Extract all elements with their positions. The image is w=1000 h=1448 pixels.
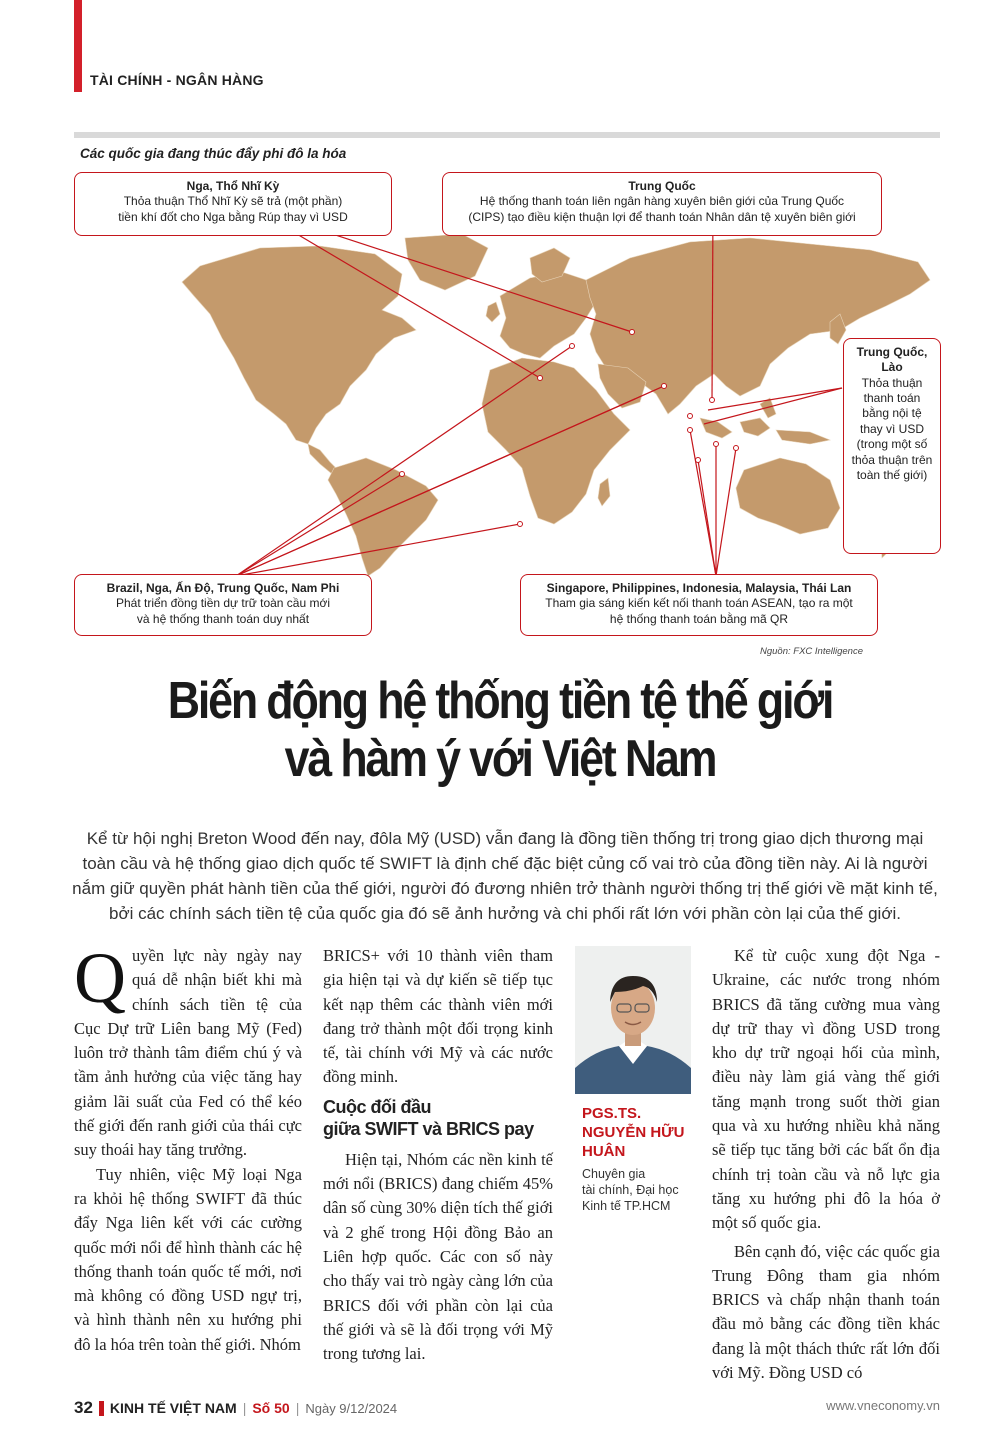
callout-china-laos xyxy=(843,338,941,554)
marker-india xyxy=(662,384,667,389)
map-source: Nguồn: FXC Intelligence xyxy=(760,646,863,657)
callout-text: (CIPS) tạo điều kiện thuận lợi để thanh toán Nhân dân tệ xuyên biên giới xyxy=(468,209,856,224)
expert-name-line-1: NGUYỄN HỮU xyxy=(582,1124,685,1141)
marker-turkey xyxy=(538,376,543,381)
section-label: TÀI CHÍNH - NGÂN HÀNG xyxy=(90,72,264,88)
expert-photo xyxy=(575,946,691,1094)
marker-russia-2 xyxy=(570,344,575,349)
marker-philippines xyxy=(714,442,719,447)
callout-heading: Trung Quốc xyxy=(628,179,696,193)
callout-text: Tham gia sáng kiến kết nối thanh toán ASEAN, tạo ra một xyxy=(545,596,853,611)
callout-asean xyxy=(520,574,878,636)
section-divider xyxy=(74,132,940,138)
marker-china xyxy=(710,398,715,403)
map-title: Các quốc gia đang thúc đẩy phi đô la hóa xyxy=(80,146,347,161)
article-headline xyxy=(70,672,930,788)
expert-name-line-2: HUÂN xyxy=(582,1143,626,1160)
callout-text: Thỏa thuận thanh toán bằng nội tệ thay vì USD (trong một số thỏa thuận trên toàn thế giới) xyxy=(851,375,933,482)
paragraph: Kể từ cuộc xung đột Nga - Ukraine, các nước trong nhóm BRICS đã tăng cường mua vàng dự trữ thay vì đồng USD trong kho dự trữ ngoại hối của mình, điều này làm giá vàng thế giới tăng mạnh trong suốt thời gian qua và xu hướng nhiều khả năng sẽ tiếp tục tăng bởi các bất ổn địa chính trị toàn cầu và nỗ lực gia tăng xu hướng phi đô la hóa ở một số quốc gia. xyxy=(712,946,940,1233)
paragraph: uyền lực này ngày nay quá dễ nhận biết khi mà chính sách tiền tệ của Cục Dự trữ Liên bang Mỹ (Fed) luôn trở thành tâm điểm chú ý và tầm ảnh hưởng của việc tăng hay giảm lãi suất của Fed có thể kéo thế giới đến ranh giới của thái cực suy thoái hay tăng trưởng. xyxy=(74,946,302,1160)
dropcap: Q xyxy=(74,938,126,1018)
callout-text: và hệ thống thanh toán duy nhất xyxy=(136,611,310,626)
uk xyxy=(486,302,500,322)
connector-asean-indonesia xyxy=(698,460,716,576)
paragraph: Bên cạnh đó, việc các quốc gia Trung Đông tham gia nhóm BRICS và chấp nhận thanh toán đầu mỏ bằng các đồng tiền khác đang là một thách thức rất lớn đối với Mỹ. Đồng USD có xyxy=(712,1241,940,1383)
issue-number: Số 50 xyxy=(252,1400,290,1416)
marker-russia xyxy=(630,330,635,335)
article-column-2 xyxy=(323,944,553,1366)
website[interactable]: www.vneconomy.vn xyxy=(826,1398,940,1413)
callout-heading: Trung Quốc, Lào xyxy=(856,345,928,375)
marker-singapore xyxy=(688,428,693,433)
footer-divider: | xyxy=(295,1400,300,1416)
paragraph: Tuy nhiên, việc Mỹ loại Nga ra khỏi hệ thống SWIFT đã thúc đẩy Nga liên kết với các cường quốc mới nổi để hình thành các hệ thống thanh toán quốc tế mới, nơi mà không có đồng USD ngự trị, và hình thành nên xu hướng phi đô la hóa trên toàn thế giới. Nhóm xyxy=(74,1164,302,1354)
paragraph: Hiện tại, Nhóm các nền kinh tế mới nổi (BRICS) đang chiếm 45% dân số cùng 30% diện tích thế giới và 2 ghế trong Hội đồng Bảo an Liên hợp quốc. Các con số này cho thấy vai trò ngày càng lớn của BRICS đối với phần còn lại của thế giới và sẽ là đối trọng với Mỹ trong tương lai. xyxy=(323,1149,553,1364)
world-map xyxy=(170,218,940,578)
callout-heading: Brazil, Nga, Ấn Độ, Trung Quốc, Nam Phi xyxy=(106,581,340,595)
article-lead: Kể từ hội nghị Breton Wood đến nay, đôla Mỹ (USD) vẫn đang là đồng tiền thống trị trong giao dịch thương mại toàn cầu và hệ thống giao dịch quốc tế SWIFT là định chế đặc biệt củng cố vai trò của đồng tiền này. Ai là người nắm giữ quyền phát hành tiền của thế giới, người đó đương nhiên trở thành người thống trị thế giới về mặt kinh tế, bởi các chính sách tiền tệ của quốc gia đó sẽ ảnh hưởng và chi phối rất lớn với phần còn lại của thế giới. xyxy=(72,829,938,923)
connector-laos-2 xyxy=(704,388,842,424)
page-number: 32 xyxy=(74,1398,93,1417)
headline-line-2: và hàm ý với Việt Nam xyxy=(284,730,716,788)
australia xyxy=(736,458,840,534)
callout-text: Phát triển đồng tiền dự trữ toàn cầu mới xyxy=(115,596,331,611)
expert-role-line-3: Kinh tế TP.HCM xyxy=(582,1199,671,1213)
connector-laos xyxy=(708,388,842,410)
magazine-name: KINH TẾ VIỆT NAM xyxy=(109,1400,237,1416)
expert-title: PGS.TS. xyxy=(582,1105,642,1122)
article-column-4 xyxy=(712,944,940,1385)
callout-text: Thỏa thuận Thổ Nhĩ Kỳ sẽ trả (một phần) xyxy=(123,194,343,209)
marker-indonesia xyxy=(696,458,701,463)
marker-malaysia xyxy=(734,446,739,451)
north-america xyxy=(182,246,416,444)
callout-text: hệ thống thanh toán bằng mã QR xyxy=(609,611,789,626)
footer-accent xyxy=(99,1401,104,1416)
connector-asean-malaysia xyxy=(716,448,736,576)
section-accent-bar xyxy=(74,0,82,92)
footer xyxy=(74,1398,397,1418)
subheading-line-2: giữa SWIFT và BRICS pay xyxy=(323,1118,534,1139)
marker-southafrica xyxy=(518,522,523,527)
marker-laos xyxy=(688,414,693,419)
marker-brazil xyxy=(400,472,405,477)
callout-text: tiền khí đốt cho Nga bằng Rúp thay vì USD xyxy=(118,209,348,224)
issue-date: Ngày 9/12/2024 xyxy=(305,1400,398,1416)
callout-heading: Singapore, Philippines, Indonesia, Malaysia, Thái Lan xyxy=(546,581,852,595)
subheading xyxy=(323,1096,553,1140)
callout-brics xyxy=(74,574,372,636)
madagascar xyxy=(598,478,610,506)
headline-line-1: Biến động hệ thống tiền tệ thế giới xyxy=(167,672,833,730)
callout-china xyxy=(442,172,882,236)
callout-heading: Nga, Thổ Nhĩ Kỳ xyxy=(186,179,280,193)
sea-islands xyxy=(700,398,830,444)
callout-text: Hệ thống thanh toán liên ngân hàng xuyên biên giới của Trung Quốc xyxy=(479,194,845,209)
subheading-line-1: Cuộc đối đầu xyxy=(323,1096,431,1117)
paragraph: BRICS+ với 10 thành viên tham gia hiện tại và dự kiến sẽ tiếp tục kết nạp thêm các thành viên mới đang trở thành một đối trọng kinh tế, tài chính với Mỹ và các nước đồng minh. xyxy=(323,946,553,1087)
footer-divider: | xyxy=(242,1400,247,1416)
expert-role-line-1: Chuyên gia xyxy=(582,1167,646,1181)
article-column-1 xyxy=(74,938,302,1357)
callout-russia-turkey xyxy=(74,172,392,236)
expert-role xyxy=(582,1166,679,1214)
expert-name xyxy=(582,1104,684,1161)
expert-role-line-2: tài chính, Đại học xyxy=(582,1183,679,1197)
